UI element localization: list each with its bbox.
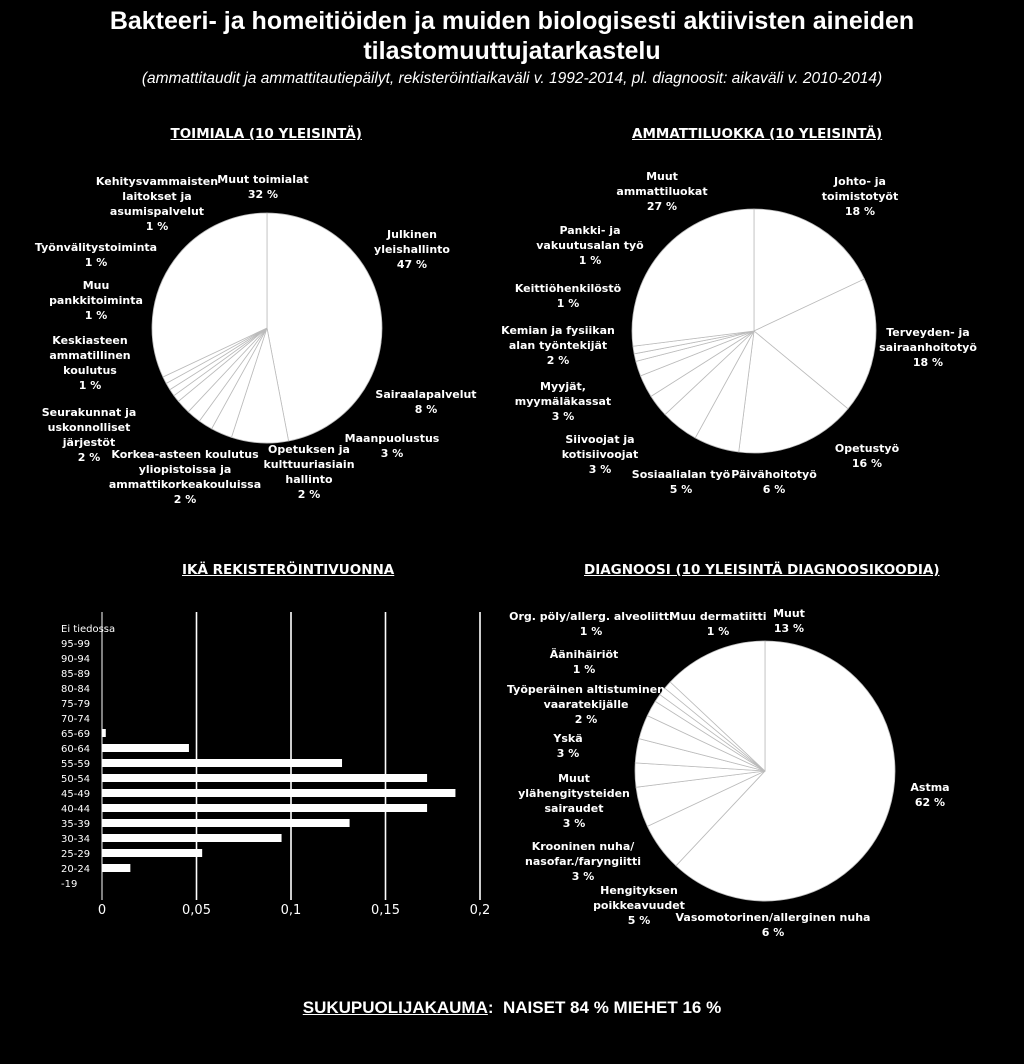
ika-bar-chart [61,612,490,918]
diagnoosi-slice-label: Yskä 3 % [553,732,583,760]
toimiala-slice-label: Seurakunnat ja uskonnolliset järjestöt 2 % [41,406,137,464]
gender-label: SUKUPUOLIJAKAUMA [302,998,488,1017]
gender-separator: : [487,998,494,1017]
ammattiluokka-title: AMMATTILUOKKA (10 YLEISINTÄ) [632,126,883,142]
page-title-line-1: Bakteeri- ja homeitiöiden ja muiden biologisesti aktiivisten aineiden [109,7,915,35]
ika-bar [102,759,342,767]
ika-bar [102,804,427,812]
ika-category-label: 35-39 [61,819,91,830]
ammattiluokka-slice-label: Keittiöhenkilöstö 1 % [514,282,622,310]
ammattiluokka-slice-label: Pankki- ja vakuutusalan työ 1 % [536,224,644,267]
ammattiluokka-pie [501,170,977,496]
ika-category-label: 85-89 [61,669,91,680]
ammattiluokka-slice-label: Siivoojat ja kotisiivoojat 3 % [561,433,639,476]
ika-category-label: 75-79 [61,699,91,710]
toimiala-slice-label: Julkinen yleishallinto 47 % [374,228,450,271]
diagnoosi-slice-label: Krooninen nuha/ nasofar./faryngiitti 3 % [525,840,641,883]
toimiala-slice-label: Korkea-asteen koulutus yliopistoissa ja ammattikorkeakouluissa 2 % [108,448,262,506]
toimiala-pie [35,173,477,506]
ika-title: IKÄ REKISTERÖINTIVUONNA [182,562,395,578]
gender-values: NAISET 84 % MIEHET 16 % [503,998,722,1017]
toimiala-slice-label: Sairaalapalvelut 8 % [375,388,477,416]
ika-category-label: -19 [61,879,78,890]
diagnoosi-slice-label: Muu dermatiitti 1 % [669,610,767,638]
ika-x-tick: 0 [97,903,107,918]
ammattiluokka-slice-label: Terveyden- ja sairaanhoitotyö 18 % [879,326,977,369]
toimiala-slice-label: Kehitysvammaisten laitokset ja asumispalvelut 1 % [95,175,219,233]
ika-bar [102,834,282,842]
ika-bar [102,819,350,827]
toimiala-slice-label: Muu pankkitoiminta 1 % [49,279,143,322]
toimiala-slice-label: Opetuksen ja kulttuuriasiain hallinto 2 % [263,443,355,501]
ika-category-label: 95-99 [61,639,91,650]
ika-category-label: 55-59 [61,759,91,770]
gender-distribution [0,998,1024,1018]
toimiala-slice-label: Maanpuolustus 3 % [344,432,440,460]
diagnoosi-pie [507,607,950,939]
diagnoosi-slice-label: Hengityksen poikkeavuudet 5 % [593,884,685,927]
ika-category-label: Ei tiedossa [61,624,116,635]
ammattiluokka-slice-label: Päivähoitotyö 6 % [731,468,817,496]
ika-category-label: 20-24 [61,864,91,875]
diagnoosi-title: DIAGNOOSI (10 YLEISINTÄ DIAGNOOSIKOODIA) [584,562,940,578]
ammattiluokka-slice-label: Myyjät, myymäläkassat 3 % [514,380,612,423]
ammattiluokka-slice [632,209,754,346]
diagnoosi-slice-label: Astma 62 % [910,781,950,809]
ika-category-label: 50-54 [61,774,91,785]
ika-category-label: 80-84 [61,684,91,695]
ika-category-label: 45-49 [61,789,91,800]
ika-bar [102,744,189,752]
ammattiluokka-slice-label: Sosiaalialan työ 5 % [631,468,731,496]
ika-bar [102,729,106,737]
ammattiluokka-slice-label: Muut ammattiluokat 27 % [616,170,708,213]
page-subtitle: (ammattitaudit ja ammattitautiepäilyt, rekisteröintiaikaväli v. 1992-2014, pl. diagnoosit: aikaväli v. 2010-2014) [141,70,883,87]
page-title-line-2: tilastomuuttujatarkastelu [363,37,661,65]
toimiala-title: TOIMIALA (10 YLEISINTÄ) [170,126,362,142]
toimiala-slice [267,213,382,441]
ika-category-label: 70-74 [61,714,91,725]
ika-bar [102,774,427,782]
diagnoosi-slice-label: Vasomotorinen/allerginen nuha 6 % [675,911,871,939]
ika-category-label: 60-64 [61,744,91,755]
ika-category-label: 25-29 [61,849,91,860]
ammattiluokka-slice-label: Opetustyö 16 % [834,442,900,470]
diagnoosi-slice-label: Muut ylähengitysteiden sairaudet 3 % [518,772,630,830]
ika-x-tick: 0,1 [280,903,302,918]
ammattiluokka-slice-label: Kemian ja fysiikan alan työntekijät 2 % [501,324,615,367]
ika-category-label: 40-44 [61,804,91,815]
ika-x-tick: 0,15 [371,903,400,918]
diagnoosi-slice-label: Muut 13 % [773,607,805,635]
toimiala-slice-label: Muut toimialat 32 % [217,173,309,201]
diagnoosi-slice-label: Org. pöly/allerg. alveoliitti 1 % [509,610,673,638]
ika-category-label: 65-69 [61,729,91,740]
diagnoosi-slice-label: Äänihäiriöt 1 % [549,648,619,676]
ika-x-tick: 0,2 [469,903,491,918]
ika-category-label: 90-94 [61,654,91,665]
toimiala-slice-label: Keskiasteen ammatillinen koulutus 1 % [49,334,131,392]
ammattiluokka-slice-label: Johto- ja toimistotyöt 18 % [821,175,899,218]
diagnoosi-slice-label: Työperäinen altistuminen vaaratekijälle 2 % [506,683,666,726]
ika-bar [102,849,202,857]
ika-bar [102,864,130,872]
ika-category-label: 30-34 [61,834,91,845]
ika-x-tick: 0,05 [182,903,211,918]
ika-bar [102,789,455,797]
toimiala-slice-label: Työnvälitystoiminta 1 % [34,241,158,269]
